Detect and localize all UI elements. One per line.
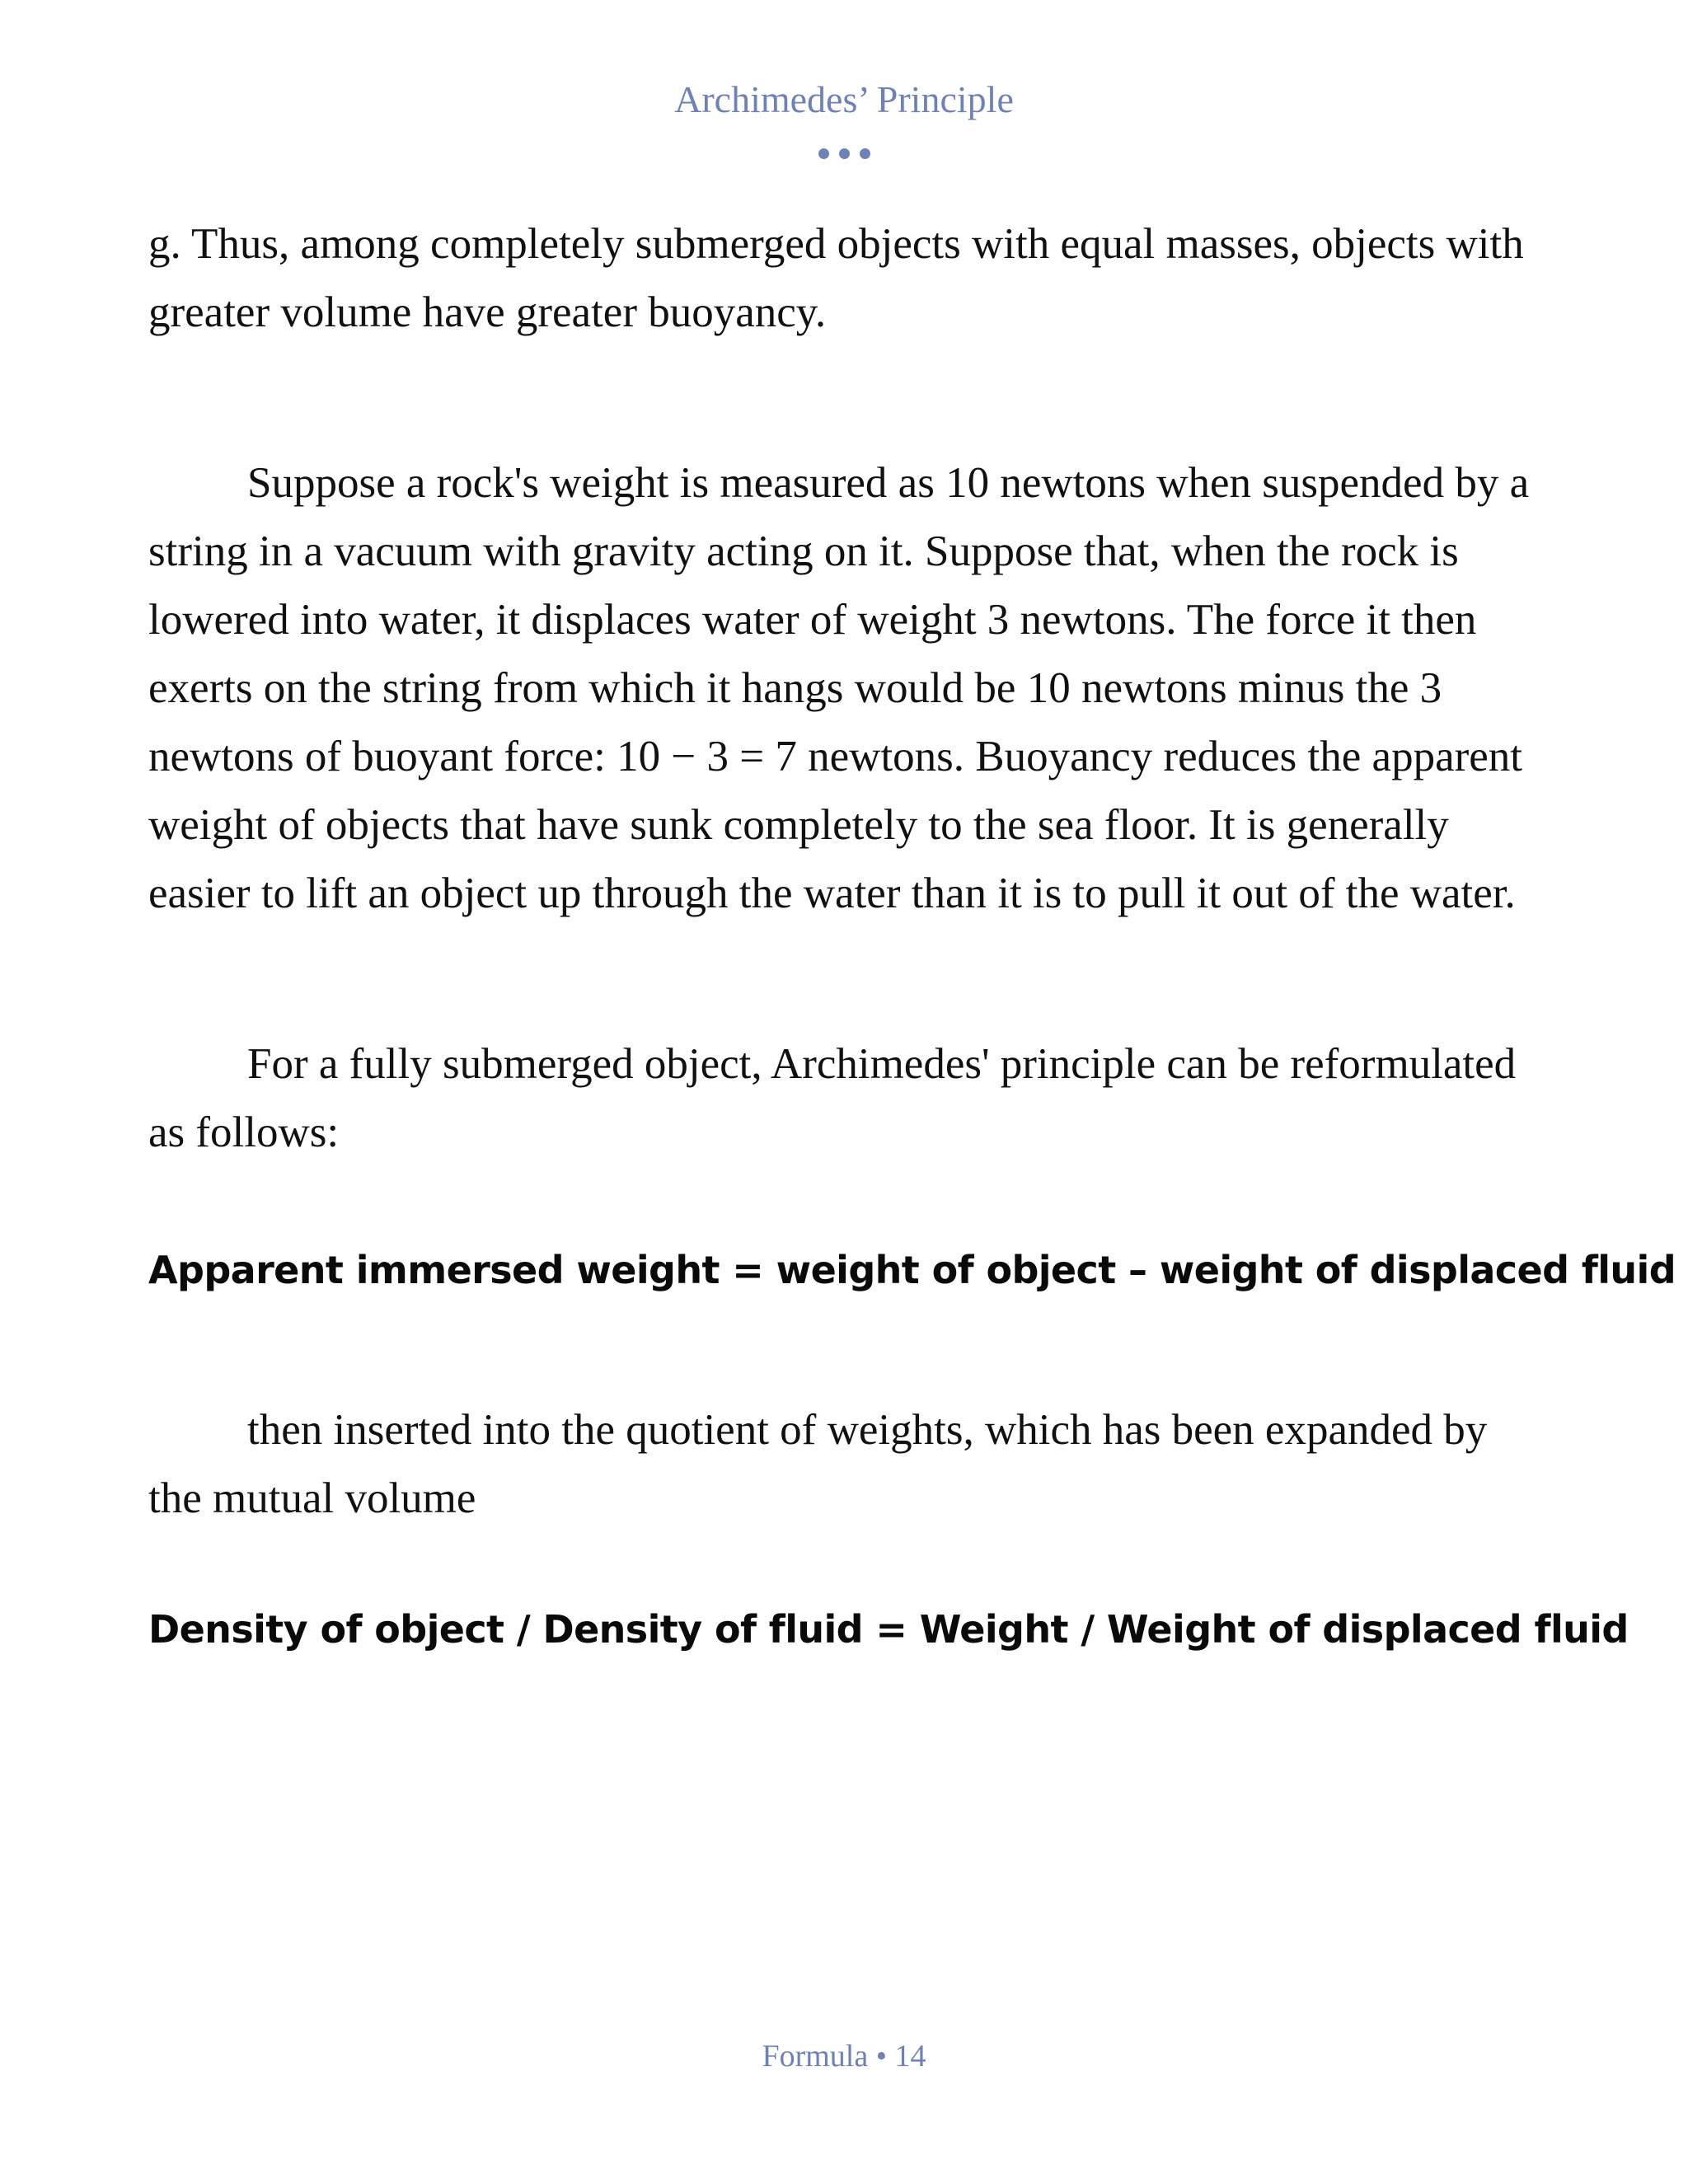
header-ornament <box>0 148 1688 162</box>
formula-density-ratio: Density of object / Density of fluid = Weight / Weight of displaced fluid <box>148 1607 1629 1652</box>
paragraph-spacer <box>148 1167 1541 1241</box>
paragraph-continued: g. Thus, among completely submerged objects with equal masses, objects with greater volume have greater buoyancy. <box>148 220 1524 336</box>
footer-separator: • <box>875 2039 888 2074</box>
ornament-dot <box>860 148 870 159</box>
paragraph-spacer <box>148 1533 1541 1601</box>
page-number: 14 <box>894 2039 926 2074</box>
formula-apparent-weight: Apparent immersed weight = weight of object – weight of displaced fluid <box>148 1248 1676 1292</box>
ornament-dot <box>818 148 829 159</box>
paragraph-reformulation: For a fully submerged object, Archimedes' principle can be reformulated as follows: <box>148 1040 1517 1156</box>
page-content <box>148 210 1676 1658</box>
paragraph-rock-example: Suppose a rock's weight is measured as 10 newtons when suspended by a string in a vacuum with gravity acting on it. Suppose that, when the rock is lowered into water, it displaces water of weight 3 newtons. The force it then exerts on the string from which it hangs would be 10 newtons minus the 3 newtons of buoyant force: 10 − 3 = 7 newtons. Buoyancy reduces the apparent weight of objects that have sunk completely to the sea floor. It is generally easier to lift an object up through the water than it is to pull it out of the water. <box>148 459 1530 917</box>
ornament-dot <box>839 148 850 159</box>
paragraph-quotient: then inserted into the quotient of weights, which has been expanded by the mutual volume <box>148 1406 1488 1522</box>
paragraph-spacer <box>148 347 1541 449</box>
header-title: Archimedes’ Principle <box>674 78 1014 120</box>
footer-section: Formula <box>762 2039 869 2074</box>
paragraph-spacer <box>148 928 1541 1030</box>
running-header <box>0 78 1688 120</box>
running-footer <box>0 2041 1688 2072</box>
paragraph-spacer <box>148 1299 1541 1396</box>
